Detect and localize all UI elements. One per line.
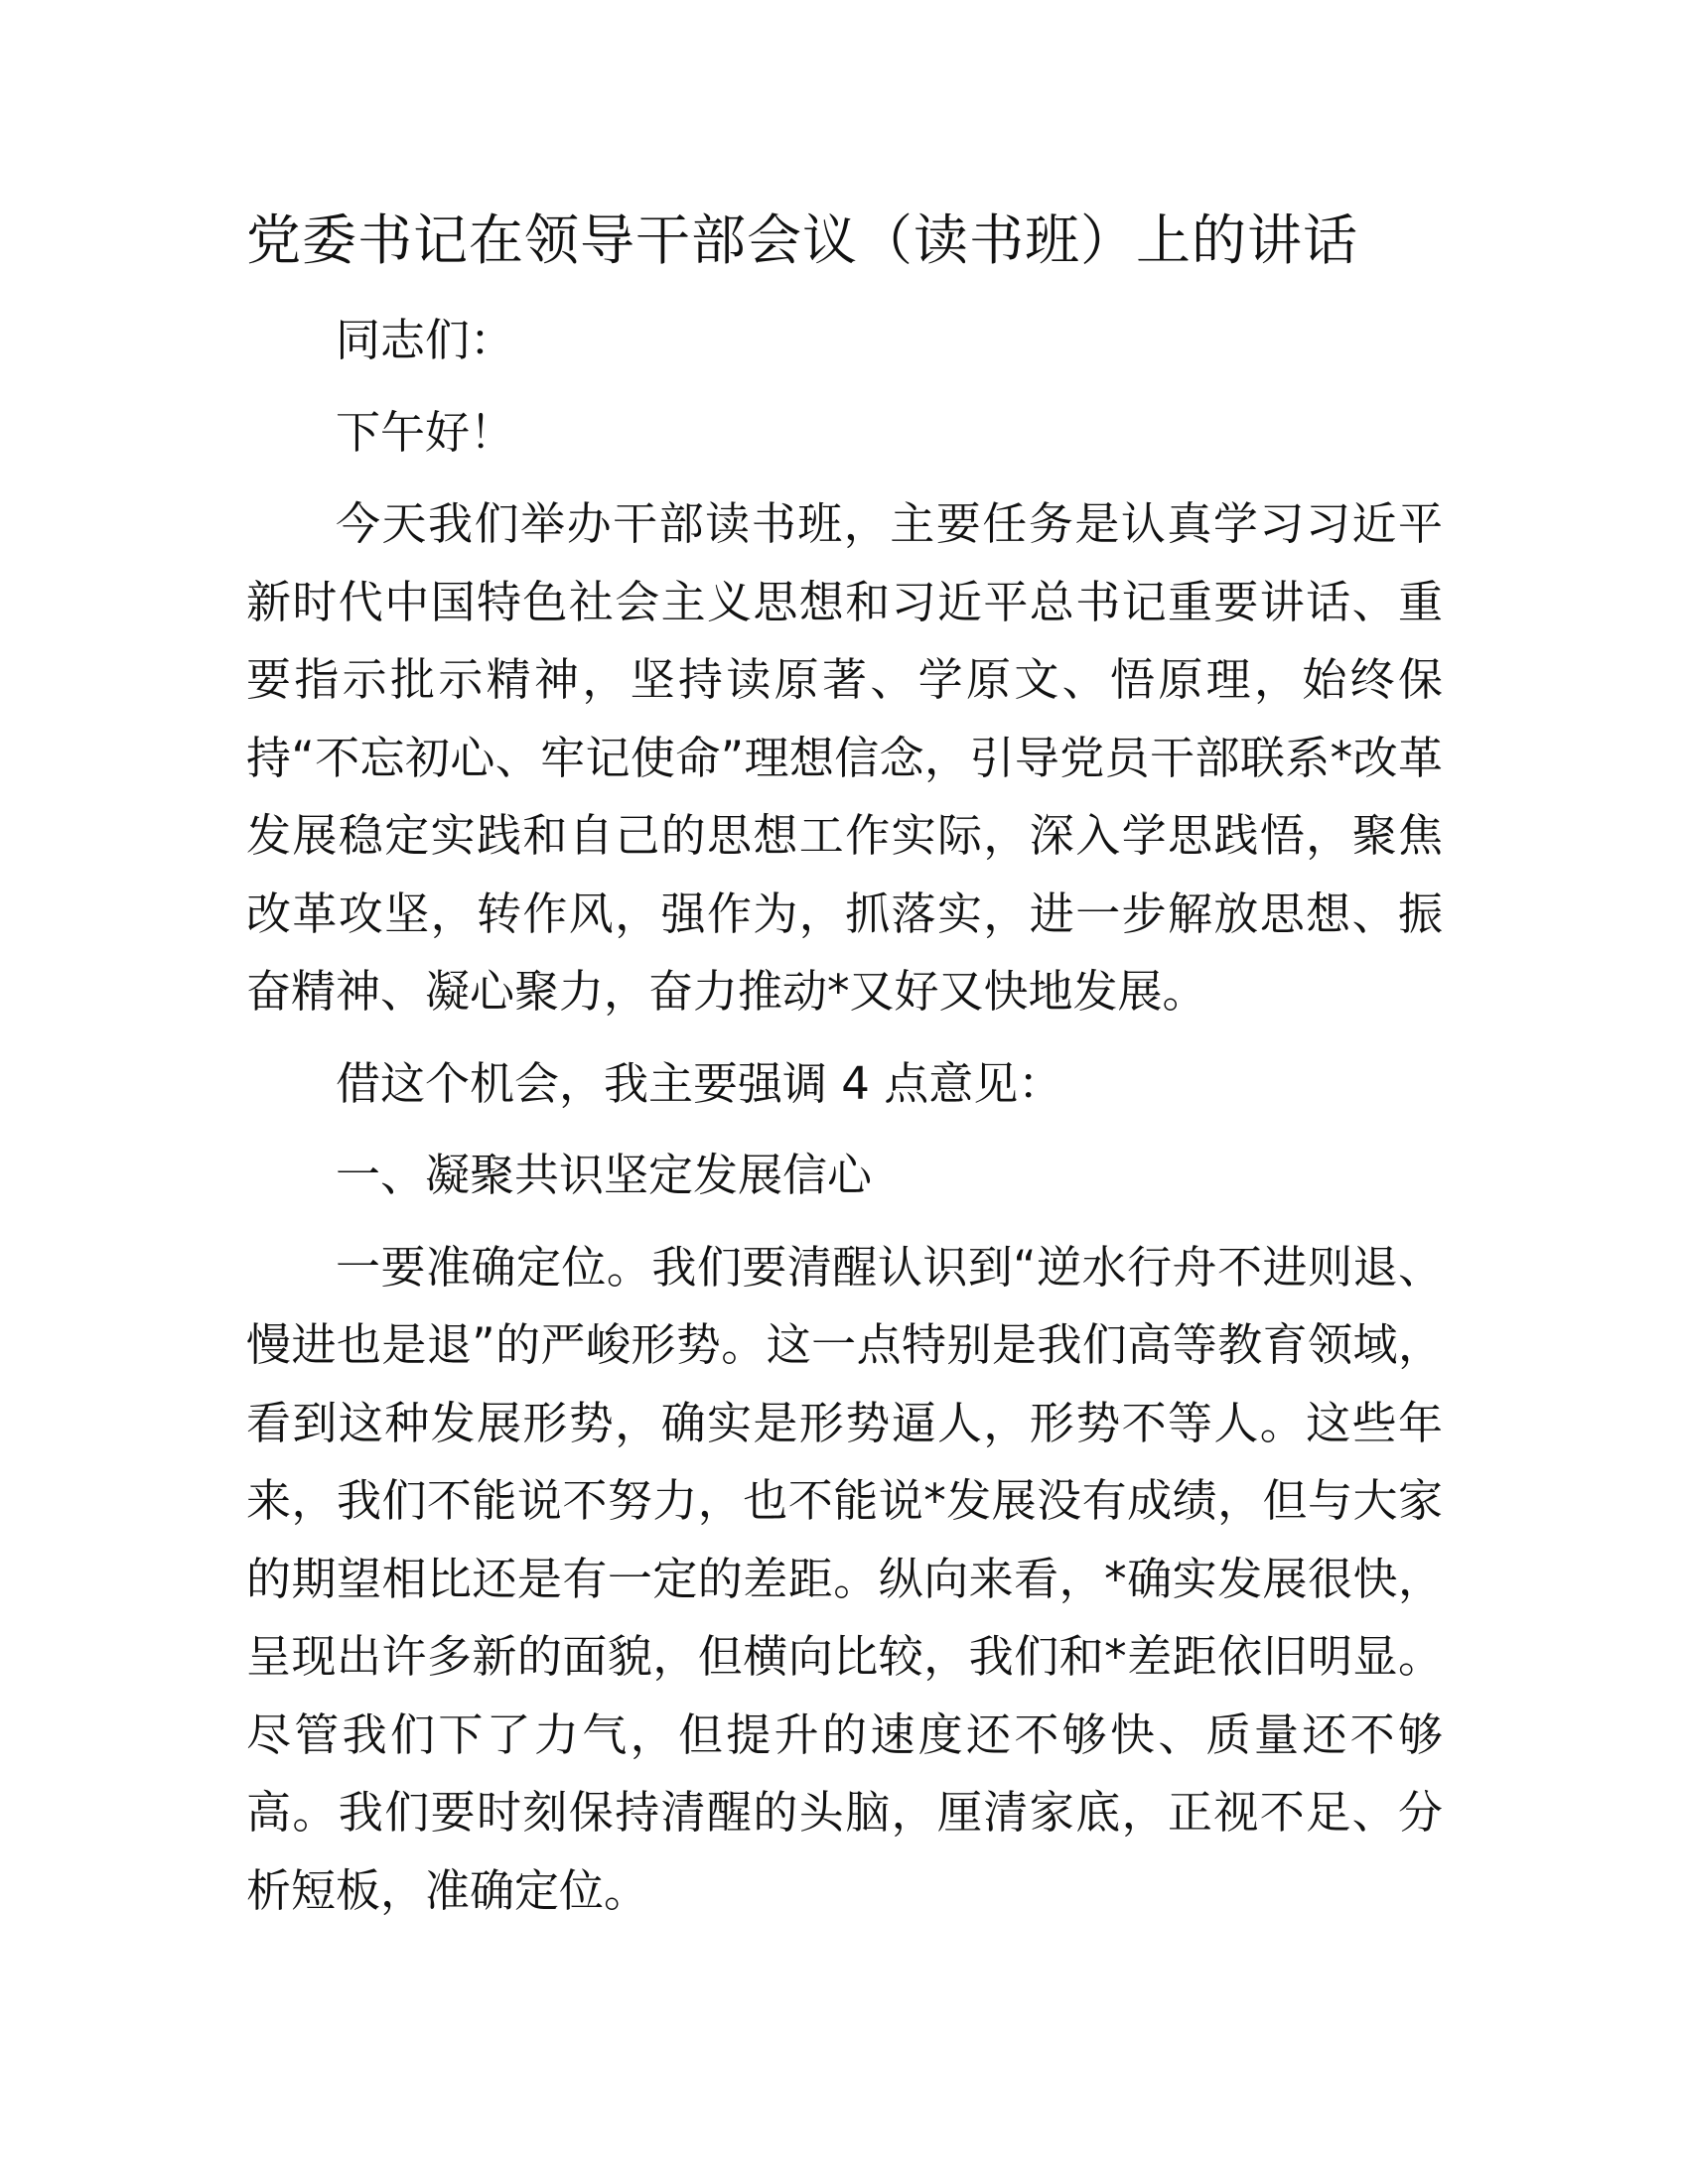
section-heading-1: 一、凝聚共识坚定发展信心 [336, 1149, 873, 1201]
greeting: 下午好！ [336, 405, 515, 459]
document-body [246, 302, 1443, 1944]
body-paragraph: 一要准确定位。我们要清醒认识到“逆水行舟不进则退、慢进也是退”的严峻形势。这一点特别是我们高等教育领域，看到这种发展形势，确实是形势逼人，形势不等人。这些年来，我们不能说不努力，也不能说*发展没有成绩，但与大家的期望相比还是有一定的差距。纵向来看，*确实发展很快，呈现出许多新的面貌，但横向比较，我们和*差距依旧明显。尽管我们下了力气，但提升的速度还不够快、质量还不够高。我们要时刻保持清醒的头脑，厘清家底，正视不足、分析短板，准确定位。 [246, 1240, 1443, 1917]
document-title: 党委书记在领导干部会议（读书班）上的讲话 [246, 208, 1359, 272]
intro-paragraph: 今天我们举办干部读书班，主要任务是认真学习习近平新时代中国特色社会主义思想和习近平总书记重要讲话、重要指示批示精神，坚持读原著、学原文、悟原理，始终保持“不忘初心、牢记使命”理想信念，引导党员干部联系*改革发展稳定实践和自己的思想工作实际，深入学思践悟，聚焦改革攻坚，转作风，强作为，抓落实，进一步解放思想、振奋精神、凝心聚力，奋力推动*又好又快地发展。 [246, 497, 1443, 1018]
points-intro: 借这个机会，我主要强调 4 点意见： [336, 1056, 1063, 1110]
salutation: 同志们： [336, 314, 515, 366]
